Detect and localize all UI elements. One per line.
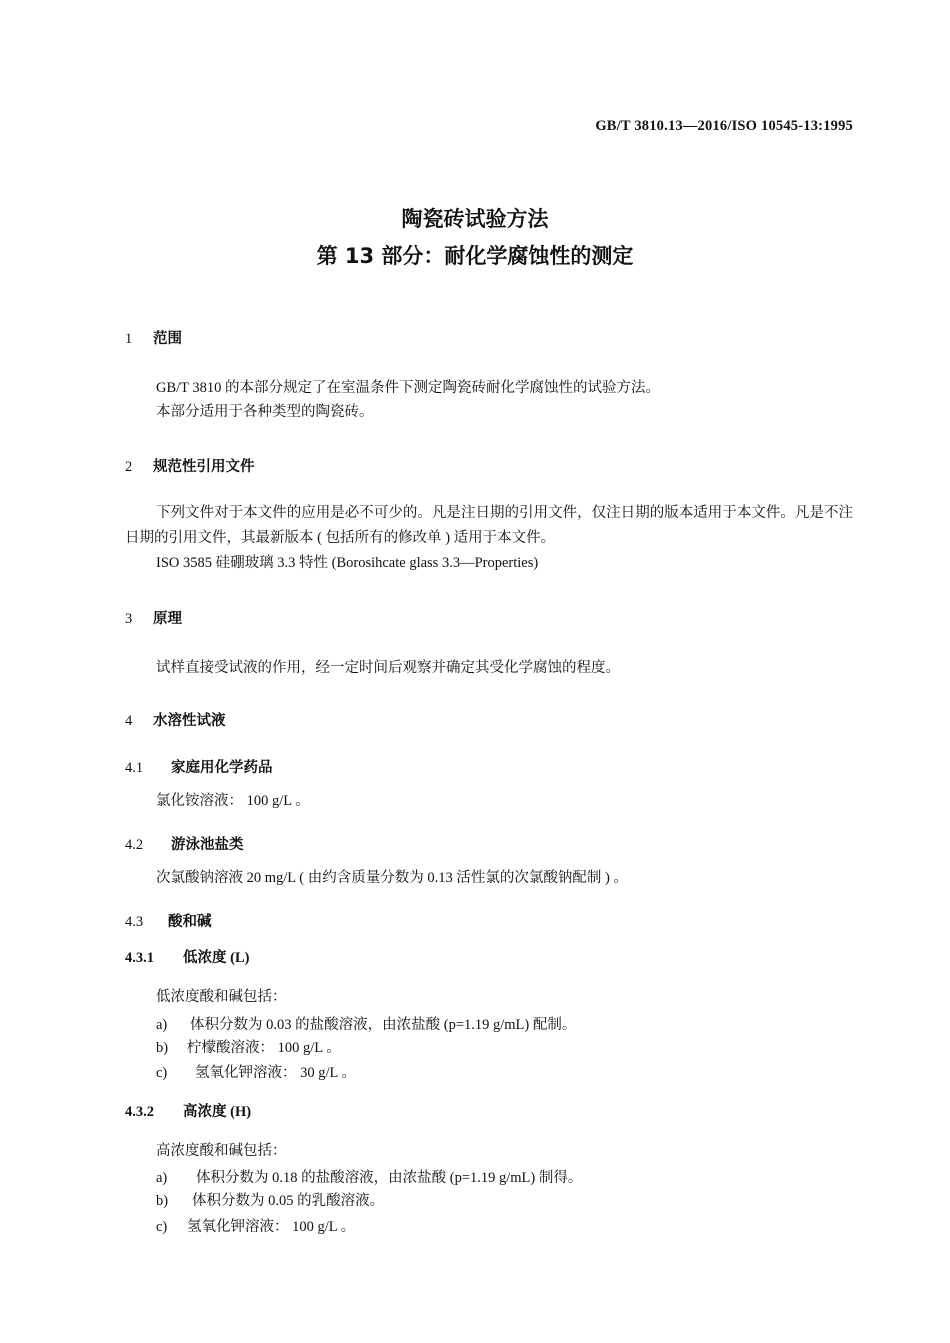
list-item [156, 1061, 356, 1082]
section-3-paragraph: 试样直接受试液的作用，经一定时间后观察并确定其受化学腐蚀的程度。 [156, 660, 620, 676]
list-marker: b) [156, 1040, 169, 1056]
list-item-text: 体积分数为 0.18 的盐酸溶液，由浓盐酸 (p=1.19 g/mL) 制得。 [196, 1170, 583, 1186]
normative-reference: ISO 3585 硅硼玻璃 3.3 特性 (Borosihcate glass 3.3—Properties) [156, 555, 539, 571]
section-title: 水溶性试液 [153, 713, 226, 729]
subsection-4-3-1-intro: 低浓度酸和碱包括： [156, 989, 287, 1005]
section-3-heading [125, 607, 182, 628]
list-item [156, 1215, 355, 1236]
subsection-4-1-heading [125, 756, 273, 777]
subsection-number: 4.2 [125, 837, 144, 853]
section-title: 范围 [153, 331, 182, 347]
section-number: 1 [125, 331, 133, 347]
title-line-1: 陶瓷砖试验方法 [401, 207, 549, 231]
section-number: 3 [125, 611, 133, 627]
list-item [156, 1166, 582, 1187]
list-item-text: 氢氧化钾溶液： 30 g/L 。 [195, 1065, 356, 1081]
standard-number: GB/T 3810.13—2016/ISO 10545-13:1995 [595, 118, 853, 134]
list-item-text: 体积分数为 0.05 的乳酸溶液。 [192, 1193, 385, 1209]
section-1-heading [125, 327, 182, 348]
subsection-title: 家庭用化学药品 [171, 760, 273, 776]
subsection-number: 4.3.2 [125, 1104, 154, 1120]
list-item-text: 柠檬酸溶液： 100 g/L 。 [187, 1040, 341, 1056]
list-item-text: 氢氧化钾溶液： 100 g/L 。 [187, 1219, 356, 1235]
section-title: 规范性引用文件 [153, 459, 255, 475]
section-number: 4 [125, 713, 133, 729]
list-marker: c) [156, 1219, 168, 1235]
list-item [156, 1036, 341, 1057]
subsection-4-3-2-intro: 高浓度酸和碱包括： [156, 1143, 287, 1159]
subsection-title: 游泳池盐类 [171, 837, 244, 853]
title-line-2: 第 13 部分：耐化学腐蚀性的测定 [316, 244, 634, 268]
subsection-4-2-heading [125, 833, 244, 854]
section-2-paragraph: 下列文件对于本文件的应用是必不可少的。凡是注日期的引用文件，仅注日期的版本适用于本文件。凡是不注日期的引用文件，其最新版本 ( 包括所有的修改单 ) 适用于本文件。 [125, 505, 853, 546]
subsection-number: 4.1 [125, 760, 144, 776]
subsection-title: 低浓度 (L) [183, 950, 250, 966]
section-1-paragraph-1: GB/T 3810 的本部分规定了在室温条件下测定陶瓷砖耐化学腐蚀性的试验方法。 [156, 380, 661, 396]
subsection-4-3-2-heading [125, 1100, 251, 1121]
list-marker: b) [156, 1193, 169, 1209]
subsection-title: 高浓度 (H) [183, 1104, 252, 1120]
section-4-heading [125, 709, 226, 730]
subsection-number: 4.3.1 [125, 950, 154, 966]
subsection-title: 酸和碱 [168, 914, 212, 930]
list-item [156, 1189, 384, 1210]
list-item-text: 体积分数为 0.03 的盐酸溶液，由浓盐酸 (p=1.19 g/mL) 配制。 [190, 1017, 577, 1033]
list-marker: c) [156, 1065, 168, 1081]
subsection-4-3-1-heading [125, 946, 249, 967]
subsection-4-2-text: 次氯酸钠溶液 20 mg/L ( 由约含质量分数为 0.13 活性氯的次氯酸钠配制 ) 。 [156, 870, 628, 886]
list-marker: a) [156, 1017, 168, 1033]
section-number: 2 [125, 459, 133, 475]
section-1-paragraph-2: 本部分适用于各种类型的陶瓷砖。 [156, 404, 374, 420]
section-title: 原理 [153, 611, 182, 627]
list-item [156, 1013, 576, 1034]
section-2-heading [125, 455, 255, 476]
subsection-4-1-text: 氯化铵溶液： 100 g/L 。 [156, 793, 310, 809]
list-marker: a) [156, 1170, 168, 1186]
subsection-4-3-heading [125, 910, 212, 931]
subsection-number: 4.3 [125, 914, 144, 930]
